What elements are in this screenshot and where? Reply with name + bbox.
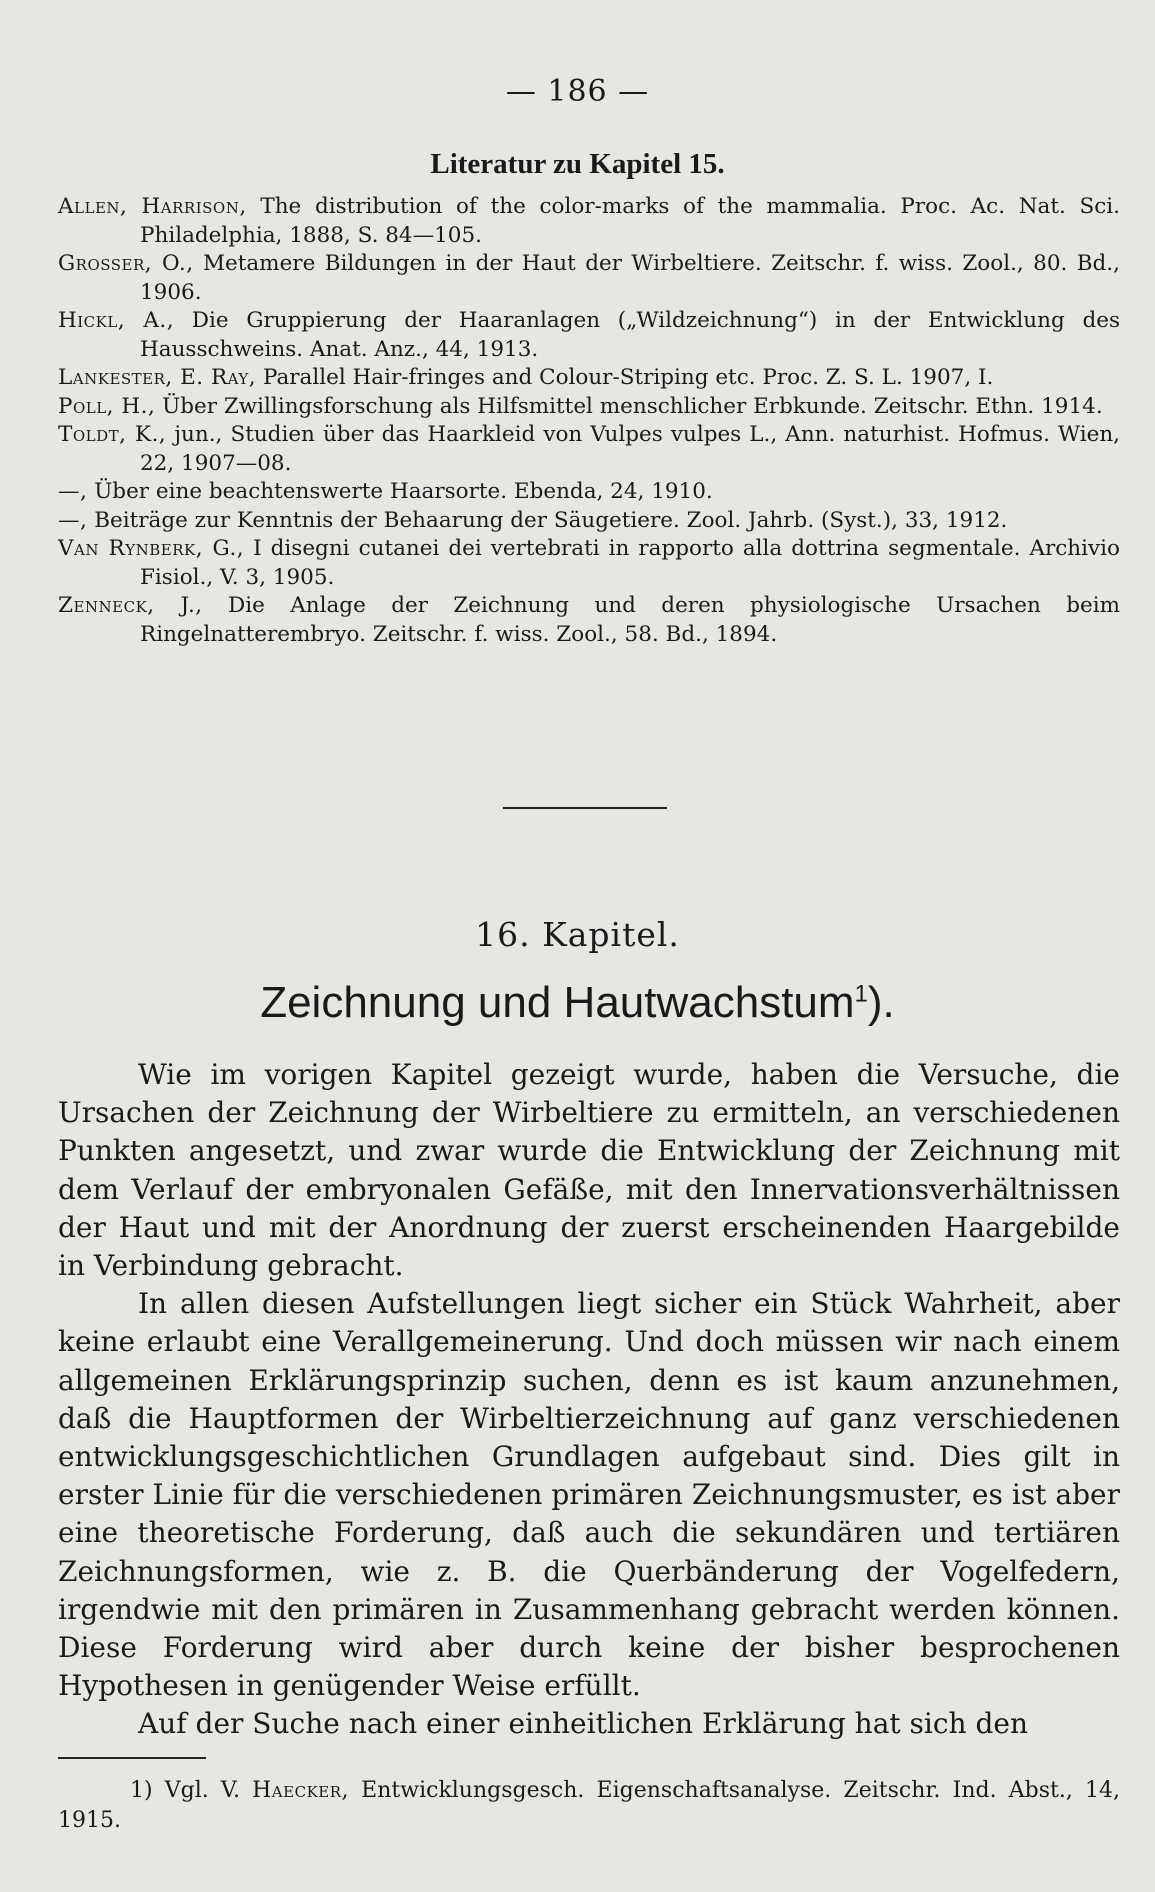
body-text bbox=[58, 1056, 1120, 1744]
bibliography-entry bbox=[58, 364, 1120, 393]
entry-author: Poll, H., bbox=[58, 393, 156, 419]
bibliography-entry bbox=[58, 250, 1120, 307]
paragraph: In allen diesen Aufstellungen liegt sicher ein Stück Wahrheit, aber keine erlaubt eine Verallgemeinerung. Und doch müssen wir nach einem allgemeinen Erklärungsprinzip suchen, denn es ist kaum anzunehmen, daß die Hauptformen der Wirbeltierzeichnung auf ganz verschiedenen entwicklungsgeschichtlichen Grundlagen aufgebaut sind. Dies gilt in erster Linie für die verschiedenen primären Zeichnungsmuster, es ist aber eine theoretische Forderung, daß auch die sekundären und tertiären Zeichnungsformen, wie z. B. die Querbänderung der Vogelfedern, irgendwie mit den primären in Zusammenhang gebracht werden können. Diese Forderung wird aber durch keine der bisher besprochenen Hypothesen in genügender Weise erfüllt. bbox=[58, 1287, 1120, 1703]
footnote bbox=[58, 1776, 1120, 1836]
entry-author: Allen, Harrison, bbox=[58, 194, 247, 219]
entry-author: Lankester, E. Ray, bbox=[58, 365, 257, 390]
bibliography-entry bbox=[58, 393, 1120, 422]
bibliography-entry bbox=[58, 307, 1120, 364]
bibliography-entry bbox=[58, 535, 1120, 592]
bibliography-entry bbox=[58, 507, 1120, 536]
entry-text: Über eine beachtenswerte Haarsorte. Ebenda, 24, 1910. bbox=[94, 479, 713, 504]
footnote-text: Entwicklungsgesch. Eigenschaftsanalyse. Zeitschr. Ind. Abst., 14, 1915. bbox=[58, 1778, 1120, 1833]
entry-text: I disegni cutanei dei vertebrati in rapporto alla dottrina segmentale. Archivio Fisiol., V. 3, 1905. bbox=[140, 536, 1120, 590]
bibliography-entry bbox=[58, 592, 1120, 649]
entry-text: Parallel Hair-fringes and Colour-Striping etc. Proc. Z. S. L. 1907, I. bbox=[262, 365, 994, 390]
bibliography-entry bbox=[58, 478, 1120, 507]
chapter-title bbox=[0, 978, 1155, 1028]
page-number: — 186 — bbox=[505, 74, 650, 109]
entry-text: Über Zwillingsforschung als Hilfsmittel menschlicher Erbkunde. Zeitschr. Ethn. 1914. bbox=[162, 393, 1103, 419]
footnote-author: Haecker, bbox=[252, 1778, 350, 1803]
chapter-number: 16. Kapitel. bbox=[475, 915, 680, 954]
footnote-marker: 1) bbox=[130, 1778, 165, 1803]
entry-author: Grosser, O., bbox=[58, 251, 194, 276]
entry-text: Metamere Bildungen in der Haut der Wirbeltiere. Zeitschr. f. wiss. Zool., 80. Bd., 1906. bbox=[140, 251, 1120, 305]
footnote-reference: 1 bbox=[854, 980, 868, 1008]
paragraph: Wie im vorigen Kapitel gezeigt wurde, haben die Versuche, die Ursachen der Zeichnung der Wirbeltiere zu ermitteln, an verschiedenen Punkten angesetzt, und zwar wurde die Entwicklung der Zeichnung mit dem Verlauf der embryonalen Gefäße, mit den Innervationsverhältnissen der Haut und mit der Anordnung der zuerst erscheinenden Haargebilde in Verbindung gebracht. bbox=[58, 1058, 1120, 1283]
entry-text: Die Gruppierung der Haaranlagen („Wildzeichnung“) in der Entwicklung des Hausschweins. Anat. Anz., 44, 1913. bbox=[140, 308, 1121, 362]
bibliography-list bbox=[58, 193, 1120, 649]
chapter-title-text: Zeichnung und Hautwachstum bbox=[260, 978, 855, 1027]
entry-author: —, bbox=[58, 479, 88, 504]
entry-text: Die Anlage der Zeichnung und deren physiologische Ursachen beim Ringelnatterembryo. Zeitschr. f. wiss. Zool., 58. Bd., 1894. bbox=[140, 593, 1120, 647]
literature-heading: Literatur zu Kapitel 15. bbox=[430, 148, 725, 180]
section-divider bbox=[503, 807, 667, 809]
bibliography-entry bbox=[58, 421, 1120, 478]
entry-author: Zenneck, J., bbox=[58, 593, 203, 618]
entry-text: Beiträge zur Kenntnis der Behaarung der Säugetiere. Zool. Jahrb. (Syst.), 33, 1912. bbox=[94, 507, 1008, 533]
entry-text: jun., Studien über das Haarkleid von Vulpes vulpes L., Ann. naturhist. Hofmus. Wien, 22, 1907—08. bbox=[140, 422, 1120, 476]
footnote-divider bbox=[58, 1757, 206, 1759]
entry-text: The distribution of the color-marks of the mammalia. Proc. Ac. Nat. Sci. Philadelphia, 1888, S. 84—105. bbox=[140, 194, 1120, 248]
footnote-prefix: Vgl. V. bbox=[164, 1778, 253, 1803]
chapter-title-end: ). bbox=[867, 978, 895, 1027]
entry-author: —, bbox=[58, 507, 88, 533]
paragraph: Auf der Suche nach einer einheitlichen Erklärung hat sich den bbox=[138, 1707, 1029, 1741]
entry-author: Toldt, K., bbox=[58, 422, 167, 447]
entry-author: Hickl, A., bbox=[58, 308, 175, 333]
entry-author: Van Rynberk, G., bbox=[58, 536, 245, 561]
bibliography-entry bbox=[58, 193, 1120, 250]
